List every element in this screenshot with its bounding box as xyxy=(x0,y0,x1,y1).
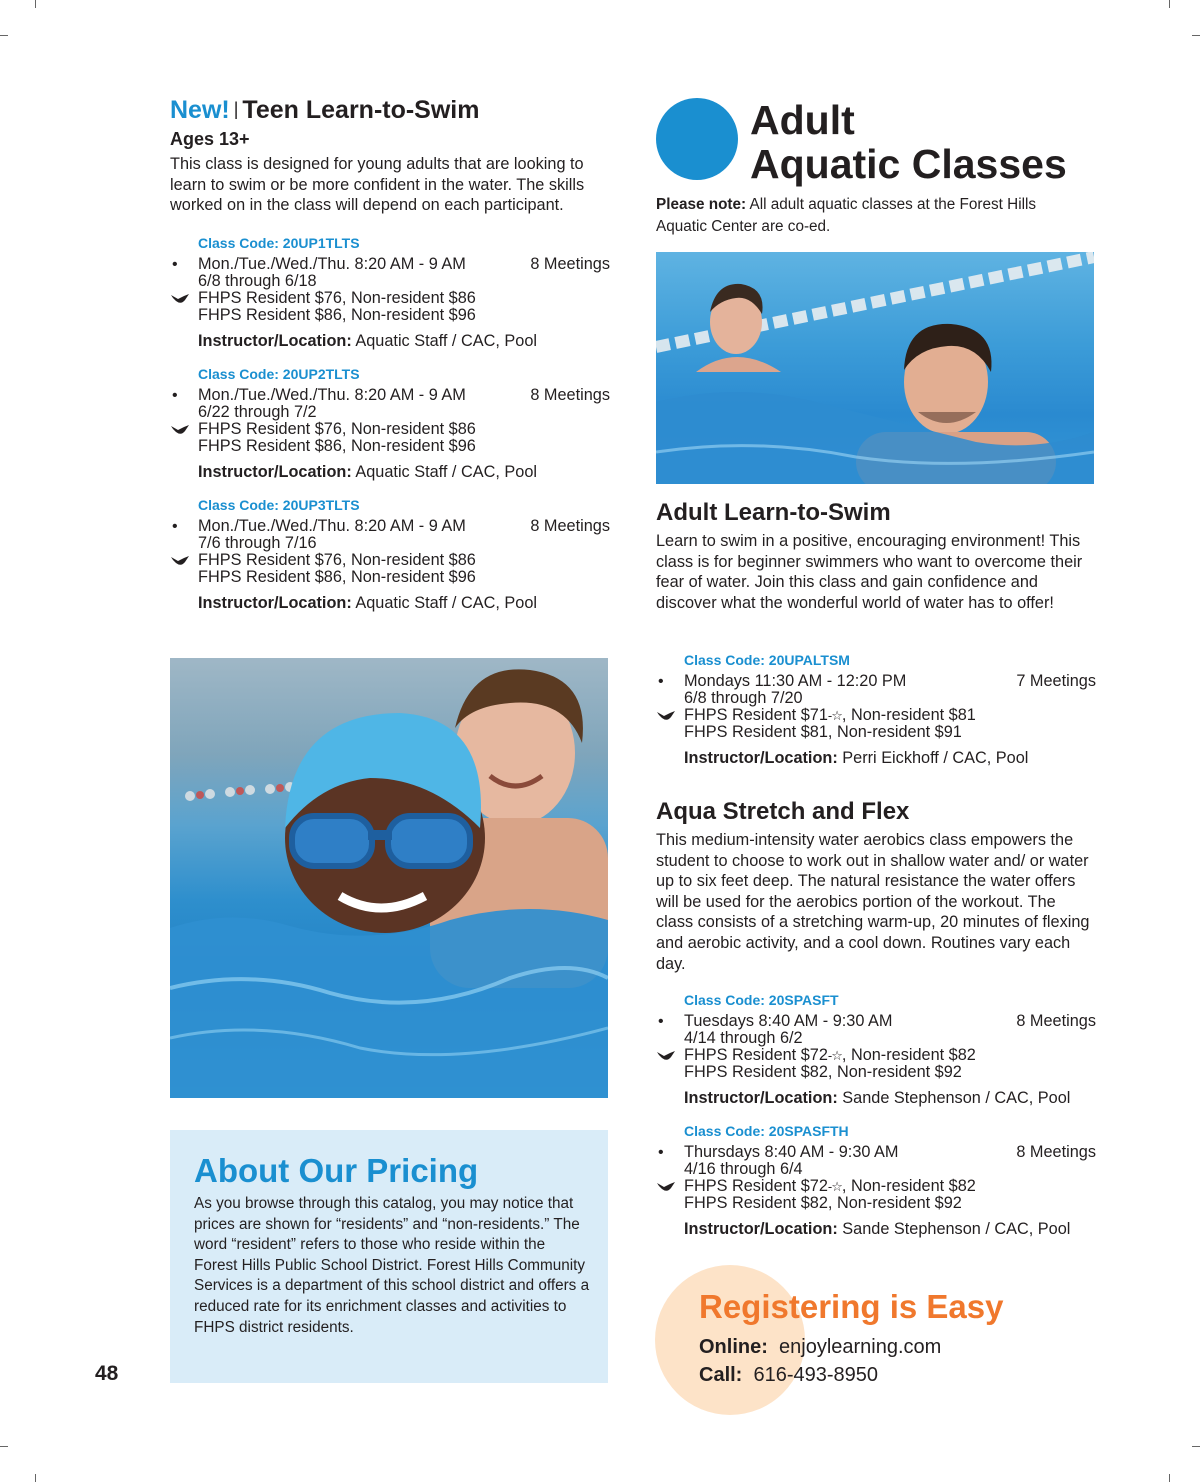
class-instructor xyxy=(684,748,1096,768)
class-schedule-row xyxy=(172,254,610,273)
class-listing xyxy=(658,991,1096,1108)
class-schedule-row xyxy=(658,1012,1096,1030)
class-price: FHPS Resident $82, Non-resident $92 xyxy=(684,1194,962,1212)
instructor-label: Instructor/Location: xyxy=(198,593,352,612)
instructor-label: Instructor/Location: xyxy=(684,749,838,767)
class-instructor xyxy=(198,331,610,351)
instructor-value: Aquatic Staff / CAC, Pool xyxy=(355,331,537,350)
swim-lesson-illustration xyxy=(170,658,608,1098)
teen-ages: Ages 13+ xyxy=(170,129,250,149)
register-title: Registering is Easy xyxy=(699,1288,1004,1325)
instructor-label: Instructor/Location: xyxy=(684,1220,838,1238)
register-online xyxy=(699,1335,941,1359)
note-label: Please note: xyxy=(656,196,747,213)
new-label: New! xyxy=(170,96,230,124)
class-price-early-a: FHPS Resident $71 xyxy=(684,706,828,724)
class-price: FHPS Resident $86, Non-resident $96 xyxy=(198,567,476,586)
phone-number[interactable]: 616-493-8950 xyxy=(753,1364,879,1386)
star-icon: -☆ xyxy=(827,1048,842,1063)
pricing-body: As you browse through this catalog, you may notice that prices are shown for “residents” and “non-residents.” The word “resident” refers to those who reside within the Forest Hills Public School District. Forest Hills Community Services is a department of this school district and offers a reduced rate for its enrichment classes and activities to FHPS district residents. xyxy=(194,1195,590,1336)
class-price-early-row xyxy=(684,1047,1096,1064)
early-bird-icon xyxy=(656,708,676,724)
crop-mark xyxy=(1192,35,1200,36)
class-code: Class Code: 20UP2TLTS xyxy=(198,365,360,382)
class-listing xyxy=(658,1122,1096,1239)
teen-title xyxy=(170,95,610,127)
class-price-early: FHPS Resident $76, Non-resident $86 xyxy=(198,419,476,438)
class-dates: 6/8 through 7/20 xyxy=(684,689,803,707)
class-code: Class Code: 20UP3TLTS xyxy=(198,496,360,513)
pricing-box xyxy=(170,1130,608,1383)
class-meetings: 8 Meetings xyxy=(530,516,610,535)
early-bird-icon xyxy=(170,291,190,307)
bullet: • xyxy=(172,386,178,404)
crop-mark xyxy=(35,1474,36,1482)
section-dot-icon xyxy=(656,98,738,180)
crop-mark xyxy=(1169,0,1170,8)
adult-title-line2: Aquatic Classes xyxy=(750,141,1067,187)
instructor-value: Perri Eickhoff / CAC, Pool xyxy=(842,749,1029,767)
early-bird-icon xyxy=(170,422,190,438)
instructor-label: Instructor/Location: xyxy=(198,462,352,481)
class-schedule: Thursdays 8:40 AM - 9:30 AM xyxy=(684,1143,899,1161)
learn-title: Adult Learn-to-Swim xyxy=(656,499,891,526)
class-code: Class Code: 20SPASFTH xyxy=(684,1123,849,1139)
class-price-early-b: , Non-resident $82 xyxy=(841,1046,976,1064)
teen-section xyxy=(170,95,610,613)
call-label: Call: xyxy=(699,1364,743,1386)
class-instructor xyxy=(198,593,610,613)
teen-description: This class is designed for young adults that are looking to learn to swim or be more confident in the water. The skills worked on in the class will depend on each participant. xyxy=(170,155,585,215)
teen-title-text: Teen Learn-to-Swim xyxy=(242,96,480,124)
class-listing xyxy=(172,496,610,613)
class-instructor xyxy=(684,1088,1096,1108)
class-price: FHPS Resident $82, Non-resident $92 xyxy=(684,1063,962,1081)
class-dates: 6/22 through 7/2 xyxy=(198,402,317,421)
class-price: FHPS Resident $86, Non-resident $96 xyxy=(198,436,476,455)
class-schedule: Mon./Tue./Wed./Thu. 8:20 AM - 9 AM xyxy=(198,516,466,535)
class-schedule-row xyxy=(658,672,1096,690)
class-price-early-a: FHPS Resident $72 xyxy=(684,1177,828,1195)
title-divider: | xyxy=(233,99,239,119)
learn-description: Learn to swim in a positive, encouraging environment! This class is for beginner swimmers who want to overcome their fear of water. Join this class and gain confidence and discover what the wonderful world of water has to offer! xyxy=(656,532,1083,612)
class-meetings: 7 Meetings xyxy=(1016,672,1096,690)
class-meetings: 8 Meetings xyxy=(1016,1143,1096,1161)
instructor-label: Instructor/Location: xyxy=(198,331,352,350)
class-schedule: Mon./Tue./Wed./Thu. 8:20 AM - 9 AM xyxy=(198,385,466,404)
class-price: FHPS Resident $86, Non-resident $96 xyxy=(198,305,476,324)
class-dates: 6/8 through 6/18 xyxy=(198,271,317,290)
class-price-early: FHPS Resident $76, Non-resident $86 xyxy=(198,550,476,569)
instructor-value: Aquatic Staff / CAC, Pool xyxy=(355,593,537,612)
pricing-title: About Our Pricing xyxy=(194,1152,479,1189)
class-schedule: Tuesdays 8:40 AM - 9:30 AM xyxy=(684,1012,893,1030)
class-code: Class Code: 20UP1TLTS xyxy=(198,234,360,251)
coed-note xyxy=(656,194,1086,238)
stretch-description: This medium-intensity water aerobics class empowers the student to choose to work out in shallow water and/ or water up to six feet deep. The natural resistance the water offers will be used for the aerobics portion of the workout. The class consists of a stretching warm-up, 20 minutes of flexing and aerobic activity, and a cool down. Routines vary each day. xyxy=(656,831,1090,973)
online-link[interactable]: enjoylearning.com xyxy=(779,1336,942,1358)
adult-title xyxy=(750,98,1067,186)
star-icon: -☆ xyxy=(827,708,842,723)
class-dates: 7/6 through 7/16 xyxy=(198,533,317,552)
class-price-early-row xyxy=(684,1178,1096,1195)
class-schedule-row xyxy=(658,1143,1096,1161)
adult-swim-photo xyxy=(656,252,1094,484)
instructor-value: Sande Stephenson / CAC, Pool xyxy=(842,1220,1071,1238)
class-price-early-row xyxy=(198,421,610,438)
crop-mark xyxy=(35,0,36,8)
adult-title-line1: Adult xyxy=(750,97,855,143)
bullet: • xyxy=(658,673,664,690)
instructor-value: Aquatic Staff / CAC, Pool xyxy=(355,462,537,481)
class-meetings: 8 Meetings xyxy=(530,254,610,273)
page-number: 48 xyxy=(95,1362,119,1385)
class-price-early: FHPS Resident $76, Non-resident $86 xyxy=(198,288,476,307)
class-price-early-row xyxy=(198,290,610,307)
crop-mark xyxy=(0,35,8,36)
class-schedule-row xyxy=(172,516,610,535)
class-price-early-b: , Non-resident $81 xyxy=(841,706,976,724)
class-listing xyxy=(172,234,610,351)
star-icon: -☆ xyxy=(827,1179,842,1194)
class-schedule: Mondays 11:30 AM - 12:20 PM xyxy=(684,672,907,690)
class-dates: 4/16 through 6/4 xyxy=(684,1160,803,1178)
bullet: • xyxy=(658,1013,664,1030)
class-instructor xyxy=(684,1219,1096,1239)
class-code: Class Code: 20SPASFT xyxy=(684,992,839,1008)
register-call xyxy=(699,1363,878,1387)
instructor-value: Sande Stephenson / CAC, Pool xyxy=(842,1089,1071,1107)
instructor-label: Instructor/Location: xyxy=(684,1089,838,1107)
early-bird-icon xyxy=(656,1179,676,1195)
bullet: • xyxy=(172,517,178,535)
early-bird-icon xyxy=(656,1048,676,1064)
bullet: • xyxy=(658,1144,664,1161)
note-text: All adult aquatic classes at the Forest Hills Aquatic Center are co-ed. xyxy=(656,196,1037,235)
stretch-title: Aqua Stretch and Flex xyxy=(656,798,910,825)
crop-mark xyxy=(0,1446,8,1447)
class-price-early-a: FHPS Resident $72 xyxy=(684,1046,828,1064)
crop-mark xyxy=(1192,1446,1200,1447)
class-price-early-b: , Non-resident $82 xyxy=(841,1177,976,1195)
class-code: Class Code: 20UPALTSM xyxy=(684,652,850,668)
class-meetings: 8 Meetings xyxy=(1016,1012,1096,1030)
online-label: Online: xyxy=(699,1336,768,1358)
class-dates: 4/14 through 6/2 xyxy=(684,1029,803,1047)
class-listing xyxy=(172,365,610,482)
adult-swim-illustration xyxy=(656,252,1094,484)
class-price-early-row xyxy=(198,552,610,569)
class-schedule: Mon./Tue./Wed./Thu. 8:20 AM - 9 AM xyxy=(198,254,466,273)
swim-lesson-photo xyxy=(170,658,608,1098)
class-schedule-row xyxy=(172,385,610,404)
class-listing xyxy=(658,651,1096,768)
early-bird-icon xyxy=(170,553,190,569)
class-instructor xyxy=(198,462,610,482)
crop-mark xyxy=(1169,1474,1170,1482)
class-price-early-row xyxy=(684,707,1096,724)
class-meetings: 8 Meetings xyxy=(530,385,610,404)
class-price: FHPS Resident $81, Non-resident $91 xyxy=(684,723,962,741)
bullet: • xyxy=(172,255,178,273)
